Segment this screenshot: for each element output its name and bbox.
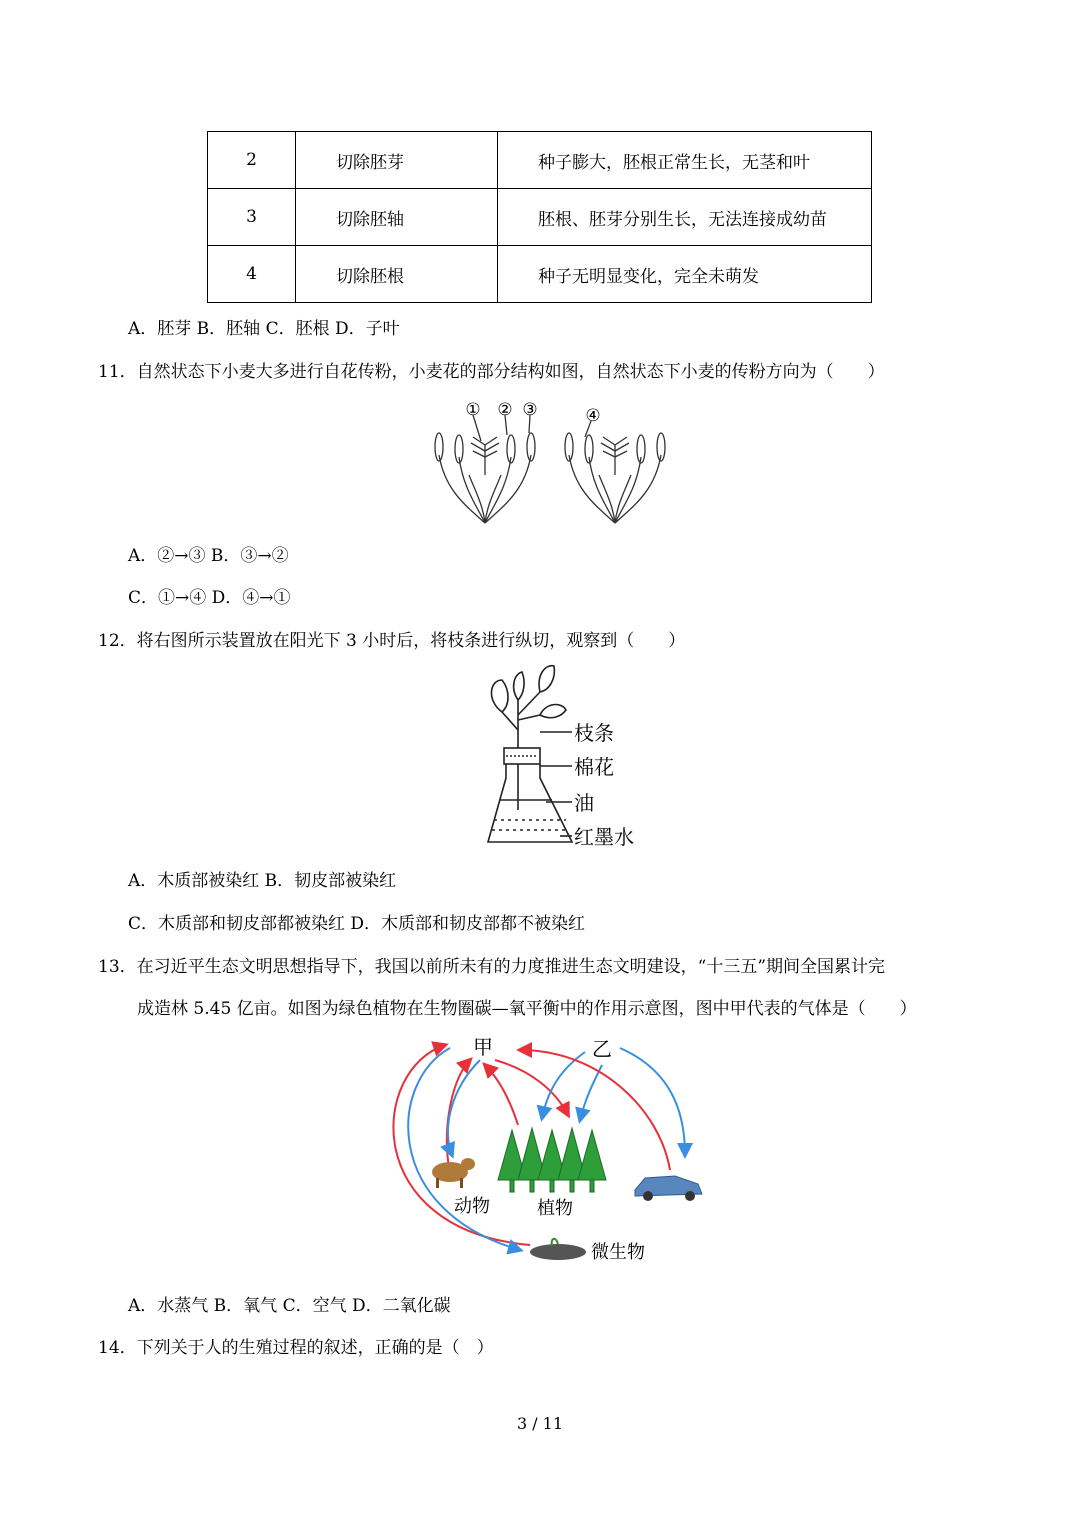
table-cell-result: 种子膨大，胚根正常生长，无茎和叶 xyxy=(498,132,872,189)
q13-options: A．水蒸气 B．氧气 C．空气 D．二氧化碳 xyxy=(128,1296,451,1316)
label-ink: 红墨水 xyxy=(574,825,634,849)
label-plant: 植物 xyxy=(537,1198,573,1219)
q11-options-row1: A．②→③ B．③→② xyxy=(128,546,289,566)
table-cell-treatment: 切除胚轴 xyxy=(296,189,498,246)
label-branch: 枝条 xyxy=(574,721,614,745)
q12-stem: 12．将右图所示装置放在阳光下 3 小时后，将枝条进行纵切，观察到（ ） xyxy=(98,631,686,651)
label-1: ① xyxy=(465,400,481,420)
page-number: 3 / 11 xyxy=(516,1414,564,1433)
q11-options-row2: C．①→④ D．④→① xyxy=(128,588,291,608)
table-row xyxy=(208,132,872,189)
label-3: ③ xyxy=(522,400,538,420)
q14-stem: 14．下列关于人的生殖过程的叙述，正确的是（ ） xyxy=(98,1338,494,1358)
table-cell-result: 胚根、胚芽分别生长，无法连接成幼苗 xyxy=(498,189,872,246)
label-cotton: 棉花 xyxy=(574,755,614,779)
label-yi: 乙 xyxy=(592,1037,612,1061)
table-cell-no: 2 xyxy=(208,132,296,189)
q12-options-row2: C．木质部和韧皮部都被染红 D．木质部和韧皮部都不被染红 xyxy=(128,914,586,934)
table-cell-no: 3 xyxy=(208,189,296,246)
label-4: ④ xyxy=(585,406,601,426)
label-oil: 油 xyxy=(574,791,594,815)
label-2: ② xyxy=(497,400,513,420)
q13-stem-line1: 13．在习近平生态文明思想指导下，我国以前所未有的力度推进生态文明建设，“十三五”期间全国累计完 xyxy=(98,957,886,977)
carbon-oxygen-cycle-figure xyxy=(380,1030,730,1270)
table-cell-treatment: 切除胚芽 xyxy=(296,132,498,189)
table-cell-treatment: 切除胚根 xyxy=(296,246,498,303)
branch-apparatus-figure xyxy=(480,660,650,850)
label-jia: 甲 xyxy=(473,1035,493,1059)
table-cell-result: 种子无明显变化，完全未萌发 xyxy=(498,246,872,303)
label-animal: 动物 xyxy=(454,1196,490,1217)
q11-stem: 11．自然状态下小麦大多进行自花传粉，小麦花的部分结构如图，自然状态下小麦的传粉方向为（ ） xyxy=(98,362,885,382)
table-cell-no: 4 xyxy=(208,246,296,303)
label-microbe: 微生物 xyxy=(591,1242,645,1263)
experiment-table xyxy=(207,131,872,303)
q13-stem-line2: 成造林 5.45 亿亩。如图为绿色植物在生物圈碳—氧平衡中的作用示意图，图中甲代表的气体是（ ） xyxy=(137,999,917,1019)
table-row xyxy=(208,246,872,303)
wheat-flower-figure xyxy=(425,395,685,530)
table-row xyxy=(208,189,872,246)
q10-options: A．胚芽 B．胚轴 C．胚根 D．子叶 xyxy=(128,319,400,339)
q12-options-row1: A．木质部被染红 B．韧皮部被染红 xyxy=(128,871,397,891)
